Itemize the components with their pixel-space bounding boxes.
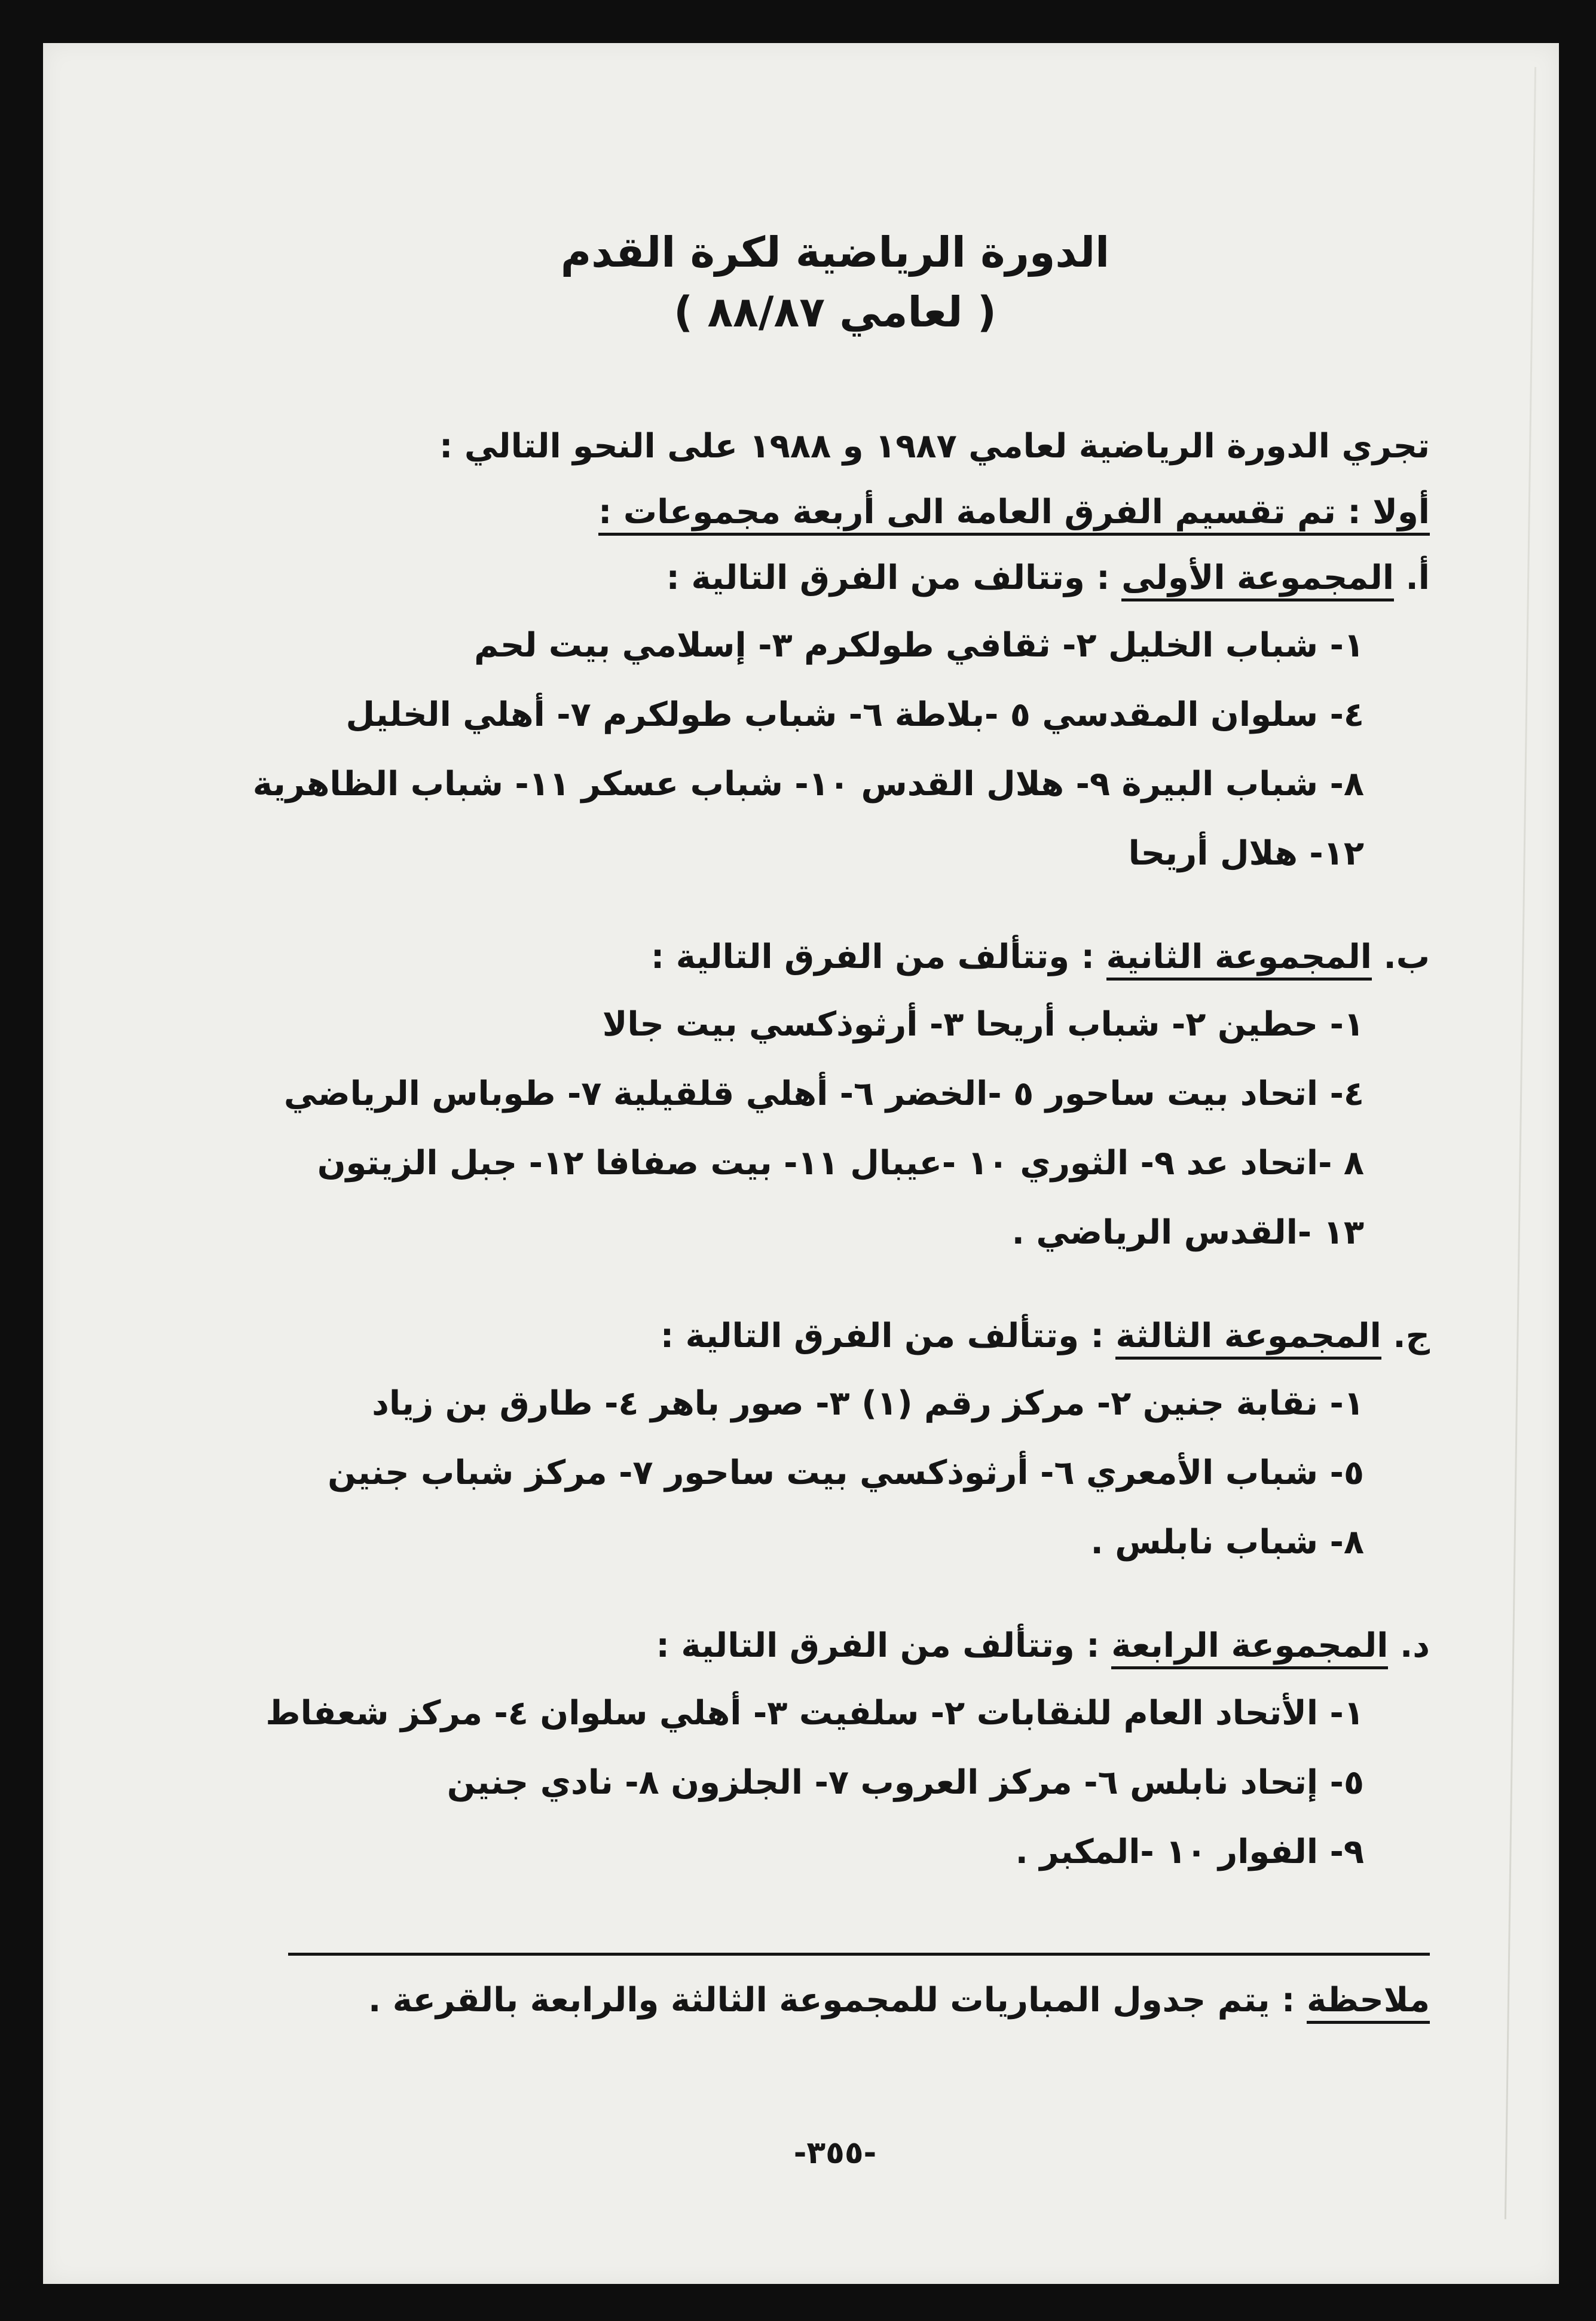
- group-prefix: أ.: [1405, 558, 1430, 597]
- section-heading: [240, 480, 1430, 545]
- group-name: المجموعة الثالثة: [1115, 1317, 1381, 1360]
- group-fourth: [240, 1613, 1430, 1887]
- team-line: ١٢- هلال أريحا: [1128, 834, 1364, 873]
- group-heading: [240, 1613, 1430, 1679]
- group-heading: [240, 1303, 1430, 1369]
- group-prefix: ج.: [1393, 1317, 1430, 1355]
- team-line: ٩- الفوار ١٠ -المكبر .: [1015, 1833, 1364, 1871]
- team-line: ١- شباب الخليل ٢- ثقافي طولكرم ٣- إسلامي بيت لحم: [474, 626, 1364, 665]
- group-suffix: : وتتألف من الفرق التالية :: [650, 937, 1094, 976]
- group-suffix: : وتتالف من الفرق التالية :: [666, 558, 1110, 597]
- document-title: الدورة الرياضية لكرة القدم: [560, 228, 1110, 277]
- group-prefix: د.: [1399, 1626, 1430, 1665]
- group-prefix: ب.: [1383, 937, 1430, 976]
- section-heading-text: أولا : تم تقسيم الفرق العامة الى أربعة مجموعات :: [598, 493, 1430, 536]
- team-line: ٨- شباب نابلس .: [1090, 1523, 1364, 1562]
- group-third: [240, 1303, 1430, 1577]
- group-suffix: : وتتألف من الفرق التالية :: [660, 1317, 1104, 1355]
- group-heading: [240, 545, 1430, 611]
- group-name: المجموعة الأولى: [1121, 558, 1394, 601]
- document-page: [43, 43, 1559, 2284]
- team-line: ١- الأتحاد العام للنقابات ٢- سلفيت ٣- أهلي سلوان ٤- مركز شعفاط: [265, 1694, 1364, 1733]
- document-body: [240, 222, 1430, 2171]
- paper-fold-line: [1505, 67, 1536, 2219]
- intro-paragraph: تجري الدورة الرياضية لعامي ١٩٨٧ و ١٩٨٨ على النحو التالي :: [439, 427, 1430, 466]
- group-name: المجموعة الثانية: [1106, 937, 1372, 981]
- group-second: [240, 924, 1430, 1268]
- footnote: [240, 1968, 1430, 2033]
- team-line: ٥- إتحاد نابلس ٦- مركز العروب ٧- الجلزون ٨- نادي جنين: [447, 1763, 1364, 1802]
- group-heading: [240, 924, 1430, 990]
- group-suffix: : وتتألف من الفرق التالية :: [656, 1626, 1100, 1665]
- team-line: ٨- شباب البيرة ٩- هلال القدس ١٠- شباب عسكر ١١- شباب الظاهرية: [252, 765, 1364, 804]
- page-number: -٣٥٥-: [793, 2135, 877, 2171]
- footnote-text: : يتم جدول المباريات للمجموعة الثالثة والرابعة بالقرعة .: [368, 1981, 1295, 2020]
- team-line: ٨ -اتحاد عد ٩- الثوري ١٠ -عيبال ١١- بيت صفافا ١٢- جبل الزيتون: [317, 1144, 1364, 1183]
- team-line: ٥- شباب الأمعري ٦- أرثوذكسي بيت ساحور ٧- مركز شباب جنين: [328, 1453, 1364, 1492]
- document-subtitle: ( لعامي ٨٨/٨٧ ): [674, 288, 996, 337]
- team-line: ١- حطين ٢- شباب أريحا ٣- أرثوذكسي بيت جالا: [602, 1005, 1364, 1044]
- group-name: المجموعة الرابعة: [1111, 1626, 1388, 1669]
- team-line: ١٣ -القدس الرياضي .: [1011, 1213, 1364, 1252]
- team-line: ١- نقابة جنين ٢- مركز رقم (١) ٣- صور باهر ٤- طارق بن زياد: [372, 1384, 1364, 1423]
- team-line: ٤- اتحاد بيت ساحور ٥ -الخضر ٦- أهلي قلقيلية ٧- طوباس الرياضي: [283, 1074, 1364, 1113]
- footnote-label: ملاحظة: [1307, 1981, 1430, 2024]
- footnote-divider: [288, 1953, 1430, 1956]
- group-first: [240, 545, 1430, 888]
- team-line: ٤- سلوان المقدسي ٥ -بلاطة ٦- شباب طولكرم ٧- أهلي الخليل: [346, 695, 1364, 734]
